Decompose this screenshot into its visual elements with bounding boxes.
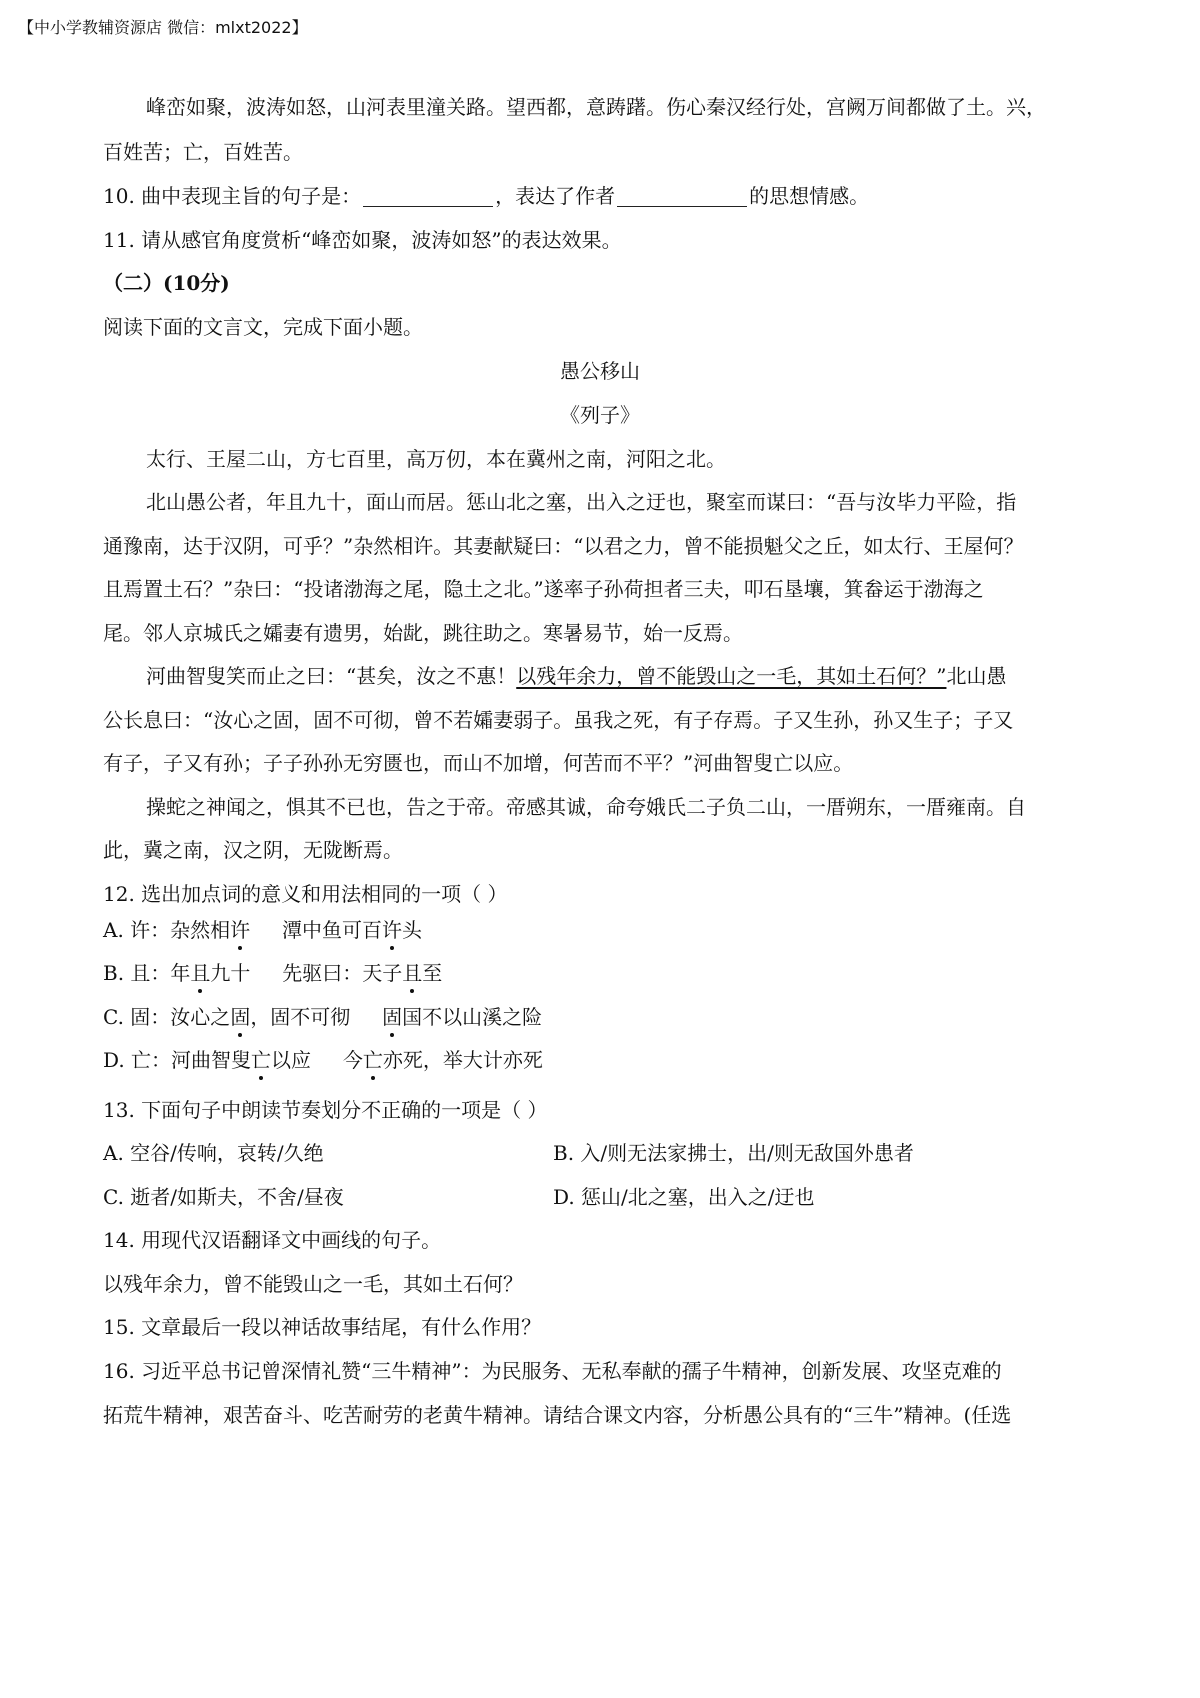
q12-b-post: 至 [422, 961, 443, 985]
q12-d-post: 亦死，举大计亦死 [382, 1048, 543, 1072]
q12-b-pre: B. 且：年 [103, 961, 191, 985]
passage-p2-line-1: 北山愚公者，年且九十，面山而居。惩山北之塞，出入之迂也，聚室而谋曰：“吾与汝毕力平险，指 [146, 490, 1017, 514]
q12-b-dotted-2: 且 [402, 961, 423, 985]
section-2-instruction: 阅读下面的文言文，完成下面小题。 [103, 315, 423, 339]
passage-p3-line-1 [146, 662, 1006, 690]
passage-p4-line-2: 此，冀之南，汉之阴，无陇断焉。 [103, 838, 403, 862]
passage-p3-line-3: 有子，子又有孙；子子孙孙无穷匮也，而山不加增，何苦而不平？”河曲智叟亡以应。 [103, 751, 854, 775]
q13-option-a[interactable]: A. 空谷/传响，哀转/久绝 [103, 1141, 324, 1165]
q12-c-post: 国不以山溪之险 [402, 1005, 543, 1029]
poem-line-1: 峰峦如聚，波涛如怒，山河表里潼关路。望西都，意踌躇。伤心秦汉经行处，宫阙万间都做了土。兴， [146, 95, 1046, 119]
q12-option-b[interactable] [103, 959, 442, 987]
passage-title: 愚公移山 [560, 359, 640, 383]
q12-option-a[interactable] [103, 916, 422, 944]
watermark-header: 【中小学教辅资源店 微信：mlxt2022】 [18, 18, 308, 37]
p3-line-1-end: 北山愚 [946, 664, 1007, 688]
q12-c-dotted-1: 固 [230, 1005, 251, 1029]
passage-p2-line-2: 通豫南，达于汉阴，可乎？”杂然相许。其妻献疑曰：“以君之力，曾不能损魁父之丘，如太行、王屋何？ [103, 534, 1024, 558]
q12-d-mid: 以应 今 [271, 1048, 363, 1072]
passage-p4-line-1: 操蛇之神闻之，惧其不已也，告之于帝。帝感其诚，命夸娥氏二子负二山，一厝朔东，一厝雍南。自 [146, 795, 1026, 819]
poem-line-2: 百姓苦；亡，百姓苦。 [103, 140, 303, 164]
passage-p3-line-2: 公长息曰：“汝心之固，固不可彻，曾不若孀妻弱子。虽我之死，有子存焉。子又生孙，孙又生子；子又 [103, 708, 1014, 732]
q13-option-d[interactable]: D. 惩山/北之塞，出入之/迂也 [553, 1185, 815, 1209]
answer-blank-2[interactable] [617, 186, 747, 207]
q12-d-pre: D. 亡：河曲智叟 [103, 1048, 252, 1072]
question-14-stem: 14. 用现代汉语翻译文中画线的句子。 [103, 1228, 442, 1252]
q12-a-dotted-1: 许 [230, 918, 251, 942]
q12-a-dotted-2: 许 [381, 918, 402, 942]
question-12-stem: 12. 选出加点词的意义和用法相同的一项（ ） [103, 882, 508, 906]
q12-b-dotted-1: 且 [190, 961, 211, 985]
question-16-line-2: 拓荒牛精神，艰苦奋斗、吃苦耐劳的老黄牛精神。请结合课文内容，分析愚公具有的“三牛”精神。(任选 [103, 1403, 1012, 1427]
passage-p2-line-3: 且焉置土石？”杂曰：“投诸渤海之尾，隐土之北。”遂率子孙荷担者三夫，叩石垦壤，箕畚运于渤海之 [103, 577, 984, 601]
question-13-stem: 13. 下面句子中朗读节奏划分不正确的一项是（ ） [103, 1098, 548, 1122]
question-14-sentence: 以残年余力，曾不能毁山之一毛，其如土石何？ [103, 1272, 523, 1296]
passage-paragraph-1: 太行、王屋二山，方七百里，高万仞，本在冀州之南，河阳之北。 [146, 447, 726, 471]
question-11: 11. 请从感官角度赏析“峰峦如聚，波涛如怒”的表达效果。 [103, 228, 622, 252]
passage-p2-line-4: 尾。邻人京城氏之孀妻有遗男，始龀，跳往助之。寒暑易节，始一反焉。 [103, 621, 743, 645]
q12-d-dotted-1: 亡 [251, 1048, 272, 1072]
q10-part1: 10. 曲中表现主旨的句子是： [103, 184, 362, 208]
q12-b-mid: 九十 先驱曰：天子 [210, 961, 403, 985]
q12-c-dotted-2: 固 [382, 1005, 403, 1029]
q13-option-c[interactable]: C. 逝者/如斯夫，不舍/昼夜 [103, 1185, 344, 1209]
underlined-sentence: 以残年余力，曾不能毁山之一毛，其如土石何？” [516, 664, 947, 688]
q12-c-pre: C. 固：汝心之 [103, 1005, 231, 1029]
q12-a-mid: 潭中鱼可百 [250, 918, 382, 942]
question-10 [103, 182, 869, 210]
q12-c-mid: ，固不可彻 [250, 1005, 383, 1029]
passage-source: 《列子》 [560, 403, 640, 427]
p3-line-1-start: 河曲智叟笑而止之曰：“甚矣，汝之不惠！ [146, 664, 517, 688]
q10-part2: ，表达了作者 [495, 184, 616, 208]
q12-a-post: 头 [401, 918, 422, 942]
question-15: 15. 文章最后一段以神话故事结尾，有什么作用？ [103, 1315, 542, 1339]
question-16-line-1: 16. 习近平总书记曾深情礼赞“三牛精神”：为民服务、无私奉献的孺子牛精神，创新发展、攻坚克难的 [103, 1359, 1002, 1383]
section-2-title: （二）(10分) [103, 271, 230, 295]
q12-d-dotted-2: 亡 [362, 1048, 383, 1072]
q12-option-d[interactable] [103, 1046, 543, 1074]
q12-a-pre: A. 许：杂然相 [103, 918, 231, 942]
answer-blank-1[interactable] [363, 186, 493, 207]
q13-option-b[interactable]: B. 入/则无法家拂士，出/则无敌国外患者 [553, 1141, 914, 1165]
q10-part3: 的思想情感。 [749, 184, 870, 208]
q12-option-c[interactable] [103, 1003, 542, 1031]
